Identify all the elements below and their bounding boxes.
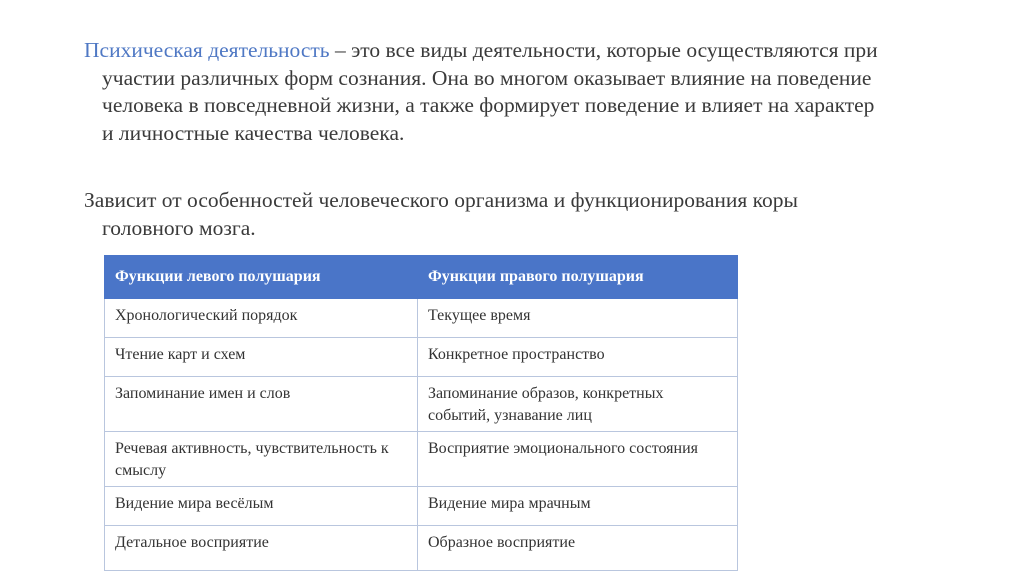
table-cell-right: Образное восприятие (418, 526, 738, 571)
table-row (105, 299, 738, 338)
table-cell-left: Видение мира весёлым (105, 487, 418, 526)
table-row (105, 432, 738, 487)
definition-text: – это все виды деятельности, которые осуществляются при участии различных форм сознания. Она во многом оказывает влияние на поведение человека в повседневной жизни, а также формирует поведение и влияет на характер и личностные качества человека. (102, 38, 878, 145)
dependency-paragraph: Зависит от особенностей человеческого организма и функционирования коры головного мозга. (84, 188, 798, 240)
table-cell-right: Восприятие эмоционального состояния (418, 432, 738, 487)
hemisphere-functions-table (104, 255, 738, 571)
definition-paragraph (84, 37, 882, 147)
table-cell-left: Запоминание имен и слов (105, 377, 418, 432)
table-cell-right: Видение мира мрачным (418, 487, 738, 526)
table-row (105, 338, 738, 377)
table-row (105, 526, 738, 571)
header-right-hemisphere: Функции правого полушария (418, 256, 738, 299)
table-cell-left: Чтение карт и схем (105, 338, 418, 377)
highlighted-term: Психическая деятельность (84, 38, 330, 62)
table-cell-left: Хронологический порядок (105, 299, 418, 338)
table-cell-left: Детальное восприятие (105, 526, 418, 571)
table-header-row (105, 256, 738, 299)
header-left-hemisphere: Функции левого полушария (105, 256, 418, 299)
table-cell-right: Запоминание образов, конкретных событий, узнавание лиц (418, 377, 738, 432)
table-cell-right: Конкретное пространство (418, 338, 738, 377)
table-cell-left: Речевая активность, чувствительность к смыслу (105, 432, 418, 487)
table-row (105, 377, 738, 432)
table-cell-right: Текущее время (418, 299, 738, 338)
table-row (105, 487, 738, 526)
